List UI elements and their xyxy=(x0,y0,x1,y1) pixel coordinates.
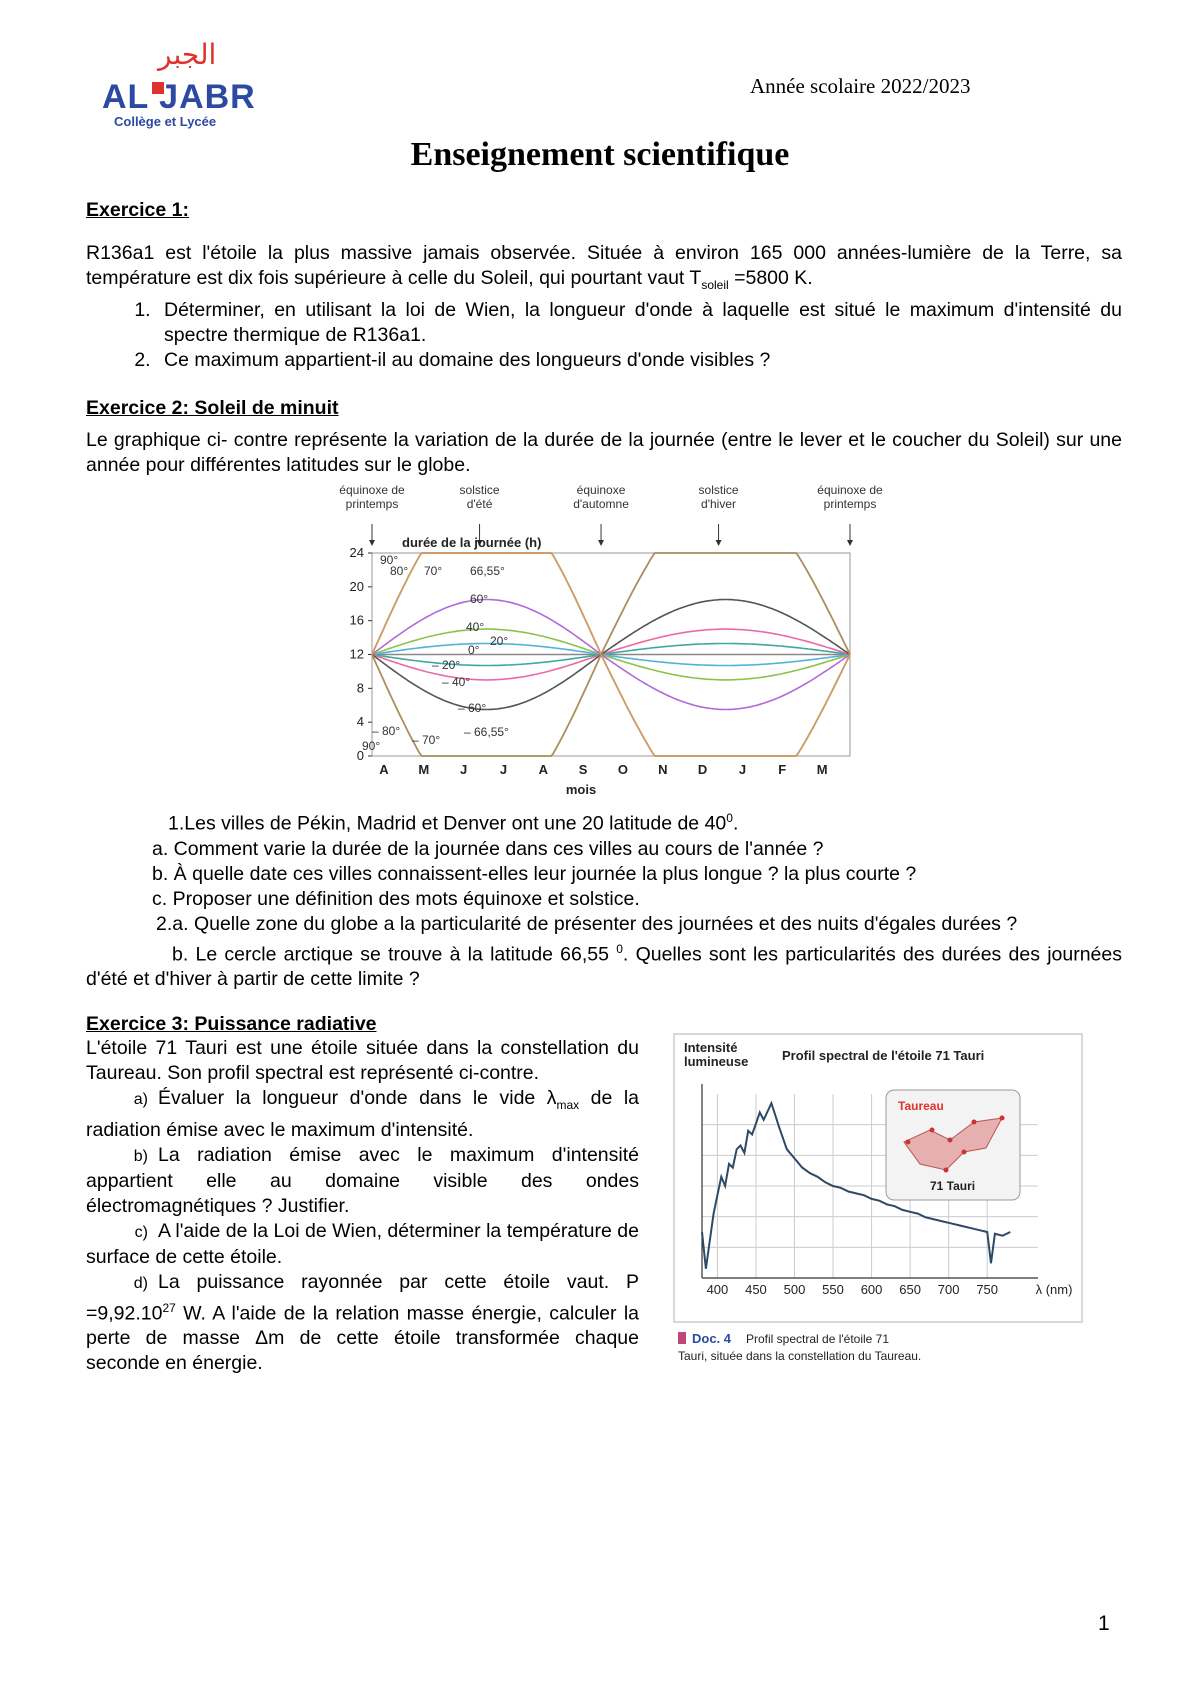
x-tick-label: A xyxy=(538,762,548,777)
event-label: d'hiver xyxy=(701,497,737,511)
y-axis-label: lumineuse xyxy=(684,1054,749,1069)
event-label: solstice xyxy=(698,483,739,497)
spectral-profile-figure xyxy=(668,1030,1088,1390)
exercise-2-q2a: 2.a. Quelle zone du globe a la particularité de présenter des journées et des nuits d'égales durées ? xyxy=(156,912,1018,935)
event-arrowhead xyxy=(847,540,853,546)
exercise-3-body xyxy=(86,1036,639,1376)
qd-end: W. A l'aide de la relation masse énergie, calculer la perte de masse Δm de cette étoile transformée chaque seconde en énergie. xyxy=(86,1302,639,1375)
event-label: d'été xyxy=(466,497,493,511)
x-tick-label: 450 xyxy=(745,1282,767,1297)
latitude-label: – 70° xyxy=(412,733,441,747)
latitude-label: 66,55° xyxy=(470,564,505,578)
logo-latin: AL JABR xyxy=(102,78,256,116)
x-tick-label: M xyxy=(816,762,828,777)
exercise-1-body xyxy=(86,241,1122,373)
exercise-2-qc: c. Proposer une définition des mots équinoxe et solstice. xyxy=(152,887,640,910)
constellation-star xyxy=(906,1140,911,1145)
x-tick-label: J xyxy=(499,762,508,777)
caption-doc: Doc. 4 xyxy=(692,1331,732,1346)
x-tick-label: 550 xyxy=(822,1282,844,1297)
exercise-2-questions xyxy=(86,806,1122,992)
x-axis-label: λ (nm) xyxy=(1035,1282,1073,1297)
figure-title: Profil spectral de l'étoile 71 Tauri xyxy=(782,1048,985,1063)
q1-text: 1.Les villes de Pékin, Madrid et Denver ont une 20 latitude de 40 xyxy=(168,812,727,835)
x-tick-label: D xyxy=(697,762,708,777)
qa-end: de la radiation émise avec le maximum d'intensité. xyxy=(86,1087,640,1141)
event-label: solstice xyxy=(459,483,500,497)
x-tick-label: O xyxy=(617,762,629,777)
figure-frame xyxy=(674,1034,1082,1322)
exercise-1-q2: 2. Ce maximum appartient-il au domaine des longueurs d'onde visibles ? xyxy=(156,348,1122,373)
exercise-2-qb: b. À quelle date ces villes connaissent-elles leur journée la plus longue ? la plus courte ? xyxy=(152,862,917,885)
q2b-text: b. Le cercle arctique se trouve à la latitude 66,55 xyxy=(172,943,617,965)
lambda-max-sub: max xyxy=(556,1097,580,1112)
school-year: Année scolaire 2022/2023 xyxy=(750,74,971,98)
latitude-label: 80° xyxy=(390,564,409,578)
exercise-2-intro: Le graphique ci- contre représente la variation de la durée de la journée (entre le lever et le coucher du Soleil) sur une année pour différentes latitudes sur le globe. xyxy=(86,429,1122,476)
constellation-star xyxy=(948,1138,953,1143)
q2b-end: . Quelles sont les particularités des durées des journées d'été et d'hiver à partir de cette limite ? xyxy=(86,943,1123,990)
logo-arabic: الجبر xyxy=(158,38,217,71)
exercise-3-heading-text: Exercice 3: Puissance radiative xyxy=(86,1013,377,1035)
event-label: équinoxe de xyxy=(817,483,883,497)
degree-sup: 0 xyxy=(726,811,733,825)
page-title: Enseignement scientifique xyxy=(410,136,790,173)
qb-text: La radiation émise avec le maximum d'intensité appartient elle au domaine visible des ondes électromagnétiques ? Justifier. xyxy=(86,1143,639,1217)
latitude-label: – 80° xyxy=(372,724,401,738)
event-label: équinoxe xyxy=(576,483,626,497)
x-tick-label: S xyxy=(578,762,588,777)
x-tick-label: 600 xyxy=(860,1282,883,1297)
latitude-label: 0° xyxy=(468,643,480,657)
day-length-chart xyxy=(320,478,883,800)
intro-text: R136a1 est l'étoile la plus massive jamais observée. Située à environ 165 000 années-lumière de la Terre, sa température est dix fois supérieure à celle du Soleil, qui pourtant vaut T xyxy=(86,242,1122,289)
y-tick-label: 16 xyxy=(349,612,364,628)
y-tick-label: 20 xyxy=(349,578,364,594)
latitude-label: 20° xyxy=(490,634,509,648)
qd-marker: d) xyxy=(133,1274,148,1292)
constellation-star xyxy=(962,1150,967,1155)
latitude-label: 70° xyxy=(424,564,443,578)
x-tick-label: A xyxy=(379,762,389,777)
latitude-label: – 40° xyxy=(442,675,471,689)
exponent-sup: 27 xyxy=(162,1300,176,1315)
event-label: équinoxe de xyxy=(339,483,405,497)
exercise-2-q2b xyxy=(86,937,1122,993)
event-arrowhead xyxy=(598,540,604,546)
latitude-label: – 66,55° xyxy=(464,725,509,739)
y-tick-label: 8 xyxy=(356,680,364,696)
x-tick-label: 750 xyxy=(976,1282,999,1297)
event-label: printemps xyxy=(823,497,877,511)
event-label: d'automne xyxy=(573,497,629,511)
q1-end: . xyxy=(732,812,739,835)
qb-marker: b) xyxy=(133,1147,148,1165)
constellation-star xyxy=(930,1128,935,1133)
caption-text: Profil spectral de l'étoile 71 xyxy=(746,1332,890,1346)
degree-sup-2: 0 xyxy=(616,941,623,956)
exercise-1-heading: Exercice 1: xyxy=(86,199,189,221)
exercise-2-heading: Exercice 2: Soleil de minuit xyxy=(86,397,339,419)
x-axis-label: mois xyxy=(565,782,597,797)
y-tick-label: 4 xyxy=(356,714,364,730)
x-tick-label: 500 xyxy=(783,1282,806,1297)
qd-text: La puissance rayonnée par cette étoile vaut. P =9,92.10 xyxy=(86,1270,639,1325)
x-tick-label: J xyxy=(459,762,468,777)
x-tick-label: J xyxy=(738,762,747,777)
latitude-label: – 20° xyxy=(432,658,461,672)
y-tick-label: 12 xyxy=(349,646,364,662)
exercise-3-qc xyxy=(86,1219,639,1270)
exercise-1-intro xyxy=(86,241,1122,298)
exercise-2-qa: a. Comment varie la durée de la journée dans ces villes au cours de l'année ? xyxy=(152,837,824,860)
qa-text: Évaluer la longueur d'onde dans le vide λ xyxy=(158,1087,557,1109)
exercise-3-qa xyxy=(86,1086,639,1143)
school-logo xyxy=(100,38,260,128)
intro-text-end: =5800 K. xyxy=(728,267,813,289)
x-tick-label: N xyxy=(658,762,668,777)
x-tick-label: 650 xyxy=(899,1282,921,1297)
qc-marker: c) xyxy=(134,1223,148,1241)
qc-text: A l'aide de la Loi de Wien, déterminer la température de surface de cette étoile. xyxy=(86,1219,639,1268)
y-axis-label: Intensité xyxy=(684,1040,738,1055)
exercise-1-questions xyxy=(86,298,1122,373)
y-tick-label: 24 xyxy=(349,545,364,560)
constellation-star xyxy=(1000,1116,1005,1121)
latitude-label: 90° xyxy=(362,739,381,753)
latitude-label: 90° xyxy=(380,553,399,567)
exercise-3-heading xyxy=(86,1012,639,1037)
event-arrowhead xyxy=(369,540,375,546)
caption-text: Tauri, située dans la constellation du Taureau. xyxy=(678,1349,922,1363)
exercise-3-qb xyxy=(86,1143,639,1219)
latitude-label: 60° xyxy=(470,592,489,606)
inset-title: Taureau xyxy=(898,1099,944,1113)
qa-marker: a) xyxy=(133,1091,148,1108)
x-tick-label: 400 xyxy=(706,1282,729,1297)
event-label: printemps xyxy=(345,497,399,511)
logo-subtitle: Collège et Lycée xyxy=(114,114,217,129)
exercise-1-q1: 1. Déterminer, en utilisant la loi de Wien, la longueur d'onde à laquelle est situé le maximum d'intensité du spectre thermique de R136a1. xyxy=(156,298,1122,348)
event-arrowhead xyxy=(716,540,722,546)
caption-marker xyxy=(678,1332,686,1344)
x-tick-label: 700 xyxy=(937,1282,960,1297)
chart-title: durée de la journée (h) xyxy=(402,535,542,550)
x-tick-label: M xyxy=(418,762,430,777)
constellation-star xyxy=(944,1168,949,1173)
latitude-label: – 60° xyxy=(458,701,487,715)
exercise-3-intro: L'étoile 71 Tauri est une étoile située dans la constellation du Taureau. Son profil spectral est représenté ci-contre. xyxy=(86,1037,639,1084)
latitude-label: 40° xyxy=(466,620,485,634)
page-number: 1 xyxy=(1098,1612,1110,1635)
t-soleil-sub: soleil xyxy=(701,277,729,292)
exercise-2-q1 xyxy=(86,806,1122,837)
y-tick-label: 0 xyxy=(356,748,364,763)
exercise-3-qd xyxy=(86,1270,639,1377)
constellation-star xyxy=(972,1120,977,1125)
inset-star-label: 71 Tauri xyxy=(930,1179,976,1193)
x-tick-label: F xyxy=(778,762,787,777)
